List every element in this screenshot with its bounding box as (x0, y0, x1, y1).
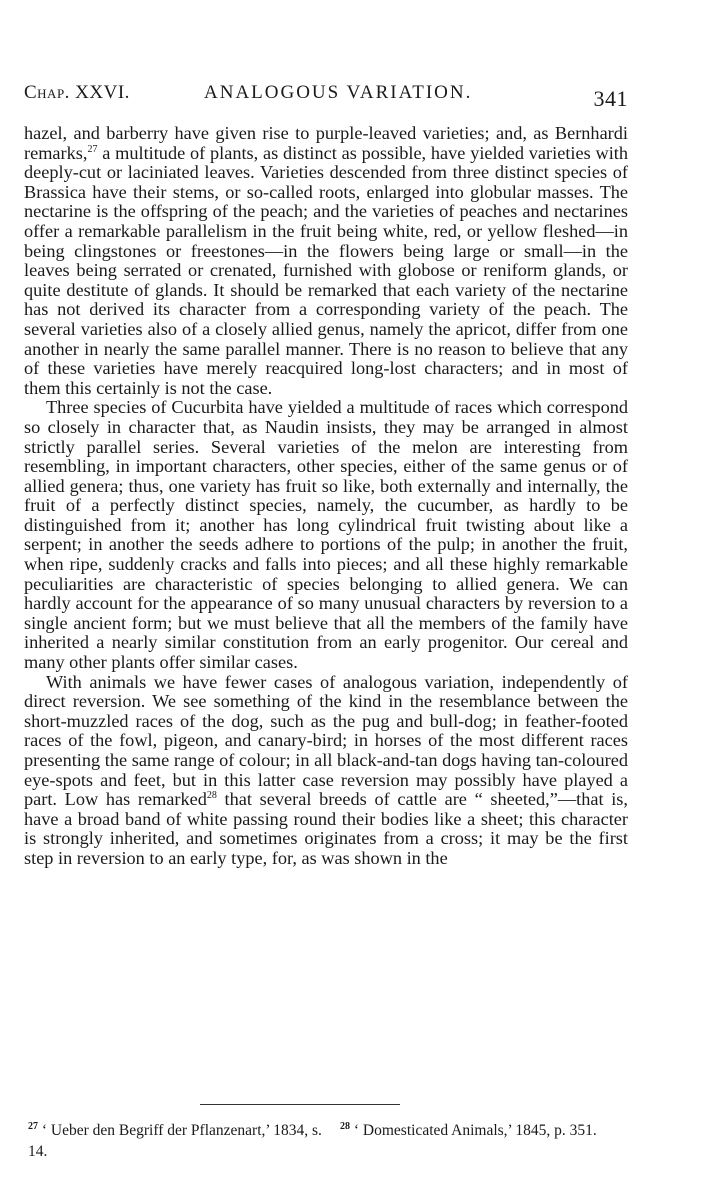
footnote-28 (340, 1120, 630, 1141)
book-page (24, 0, 628, 1200)
paragraph-2 (24, 398, 628, 672)
footnote-divider (200, 1104, 400, 1105)
footnote-ref-28: 28 (206, 790, 217, 802)
footnote-text: ‘ Ueber den Begriff der Pflanzenart,’ 1834, s. 14. (28, 1122, 322, 1160)
chapter-label: Chap. XXVI. (24, 82, 130, 103)
footnote-text: ‘ Domesticated Animals,’ 1845, p. 351. (350, 1122, 597, 1139)
paragraph-3 (24, 673, 628, 869)
paragraph-3-text-b: that several breeds of cattle are “ sheeted,”—that is, have a broad band of white passing round their bodies like a sheet; this character is strongly inherited, and sometimes originates from a cross; it may be the first step in reversion to an early type, for, as was shown in the (24, 789, 628, 868)
body-text (24, 124, 628, 869)
paragraph-1 (24, 124, 628, 398)
running-title: ANALOGOUS VARIATION. (204, 82, 473, 103)
paragraph-1-text-b: a multitude of plants, as distinct as possible, have yielded varieties with deeply-cut or laciniated leaves. Varieties descended from three distinct species of Brassica have their stems, or so-called roots, enlarged into globular masses. The nectarine is the offspring of the peach; and the varieties of peaches and nectarines offer a remarkable parallelism in the fruit being white, red, or yellow fleshed—in being clingstones or freestones—in the flowers being large or small—in the leaves being serrated or crenated, furnished with globose or reniform glands, or quite destitute of glands. It should be remarked that each variety of the nectarine has not derived its character from a corresponding variety of the peach. The several varieties also of a closely allied genus, namely the apricot, differ from one another in nearly the same parallel manner. There is no reason to believe that any of these varieties have merely reacquired long-lost characters; and in most of them this certainly is not the case. (24, 142, 628, 398)
paragraph-2-text: Three species of Cucurbita have yielded a multitude of races which correspond so closely in character that, as Naudin insists, they may be arranged in almost strictly parallel series. Several varieties of the melon are interesting from resembling, in important characters, other species, either of the same genus or of allied genera; thus, one variety has fruit so like, both externally and internally, the fruit of a perfectly distinct species, namely, the cucumber, as hardly to be distinguished from it; another has long cylindrical fruit twisting about like a serpent; in another the seeds adhere to portions of the pulp; in another the fruit, when ripe, suddenly cracks and falls into pieces; and all these highly remarkable peculiarities are characteristic of species belonging to allied genera. We can hardly account for the appearance of so many unusual characters by reversion to a single ancient form; but we must believe that all the members of the family have inherited a nearly similar constitution from an early progenitor. Our cereal and many other plants offer similar cases. (24, 397, 628, 673)
footnote-marker: 27 (28, 1120, 38, 1132)
footnote-ref-27: 27 (87, 143, 98, 155)
running-header (24, 80, 628, 111)
paragraph-3-text-a: With animals we have fewer cases of analogous variation, independently of direct reversion. We see something of the kind in the resemblance between the short-muzzled races of the dog, such as the pug and bull-dog; in feather-footed races of the fowl, pigeon, and canary-bird; in horses of the most different races presenting the same range of colour; in all black-and-tan dogs having tan-coloured eye-spots and feet, but in this latter case reversion may possibly have played a part. Low has remarked (24, 671, 628, 810)
footnote-marker: 28 (340, 1120, 350, 1132)
page-number: 341 (593, 86, 628, 111)
paragraph-1-text-a: hazel, and barberry have given rise to purple-leaved varieties; and, as Bernhardi remarks, (24, 123, 628, 163)
footnote-27 (28, 1120, 328, 1162)
